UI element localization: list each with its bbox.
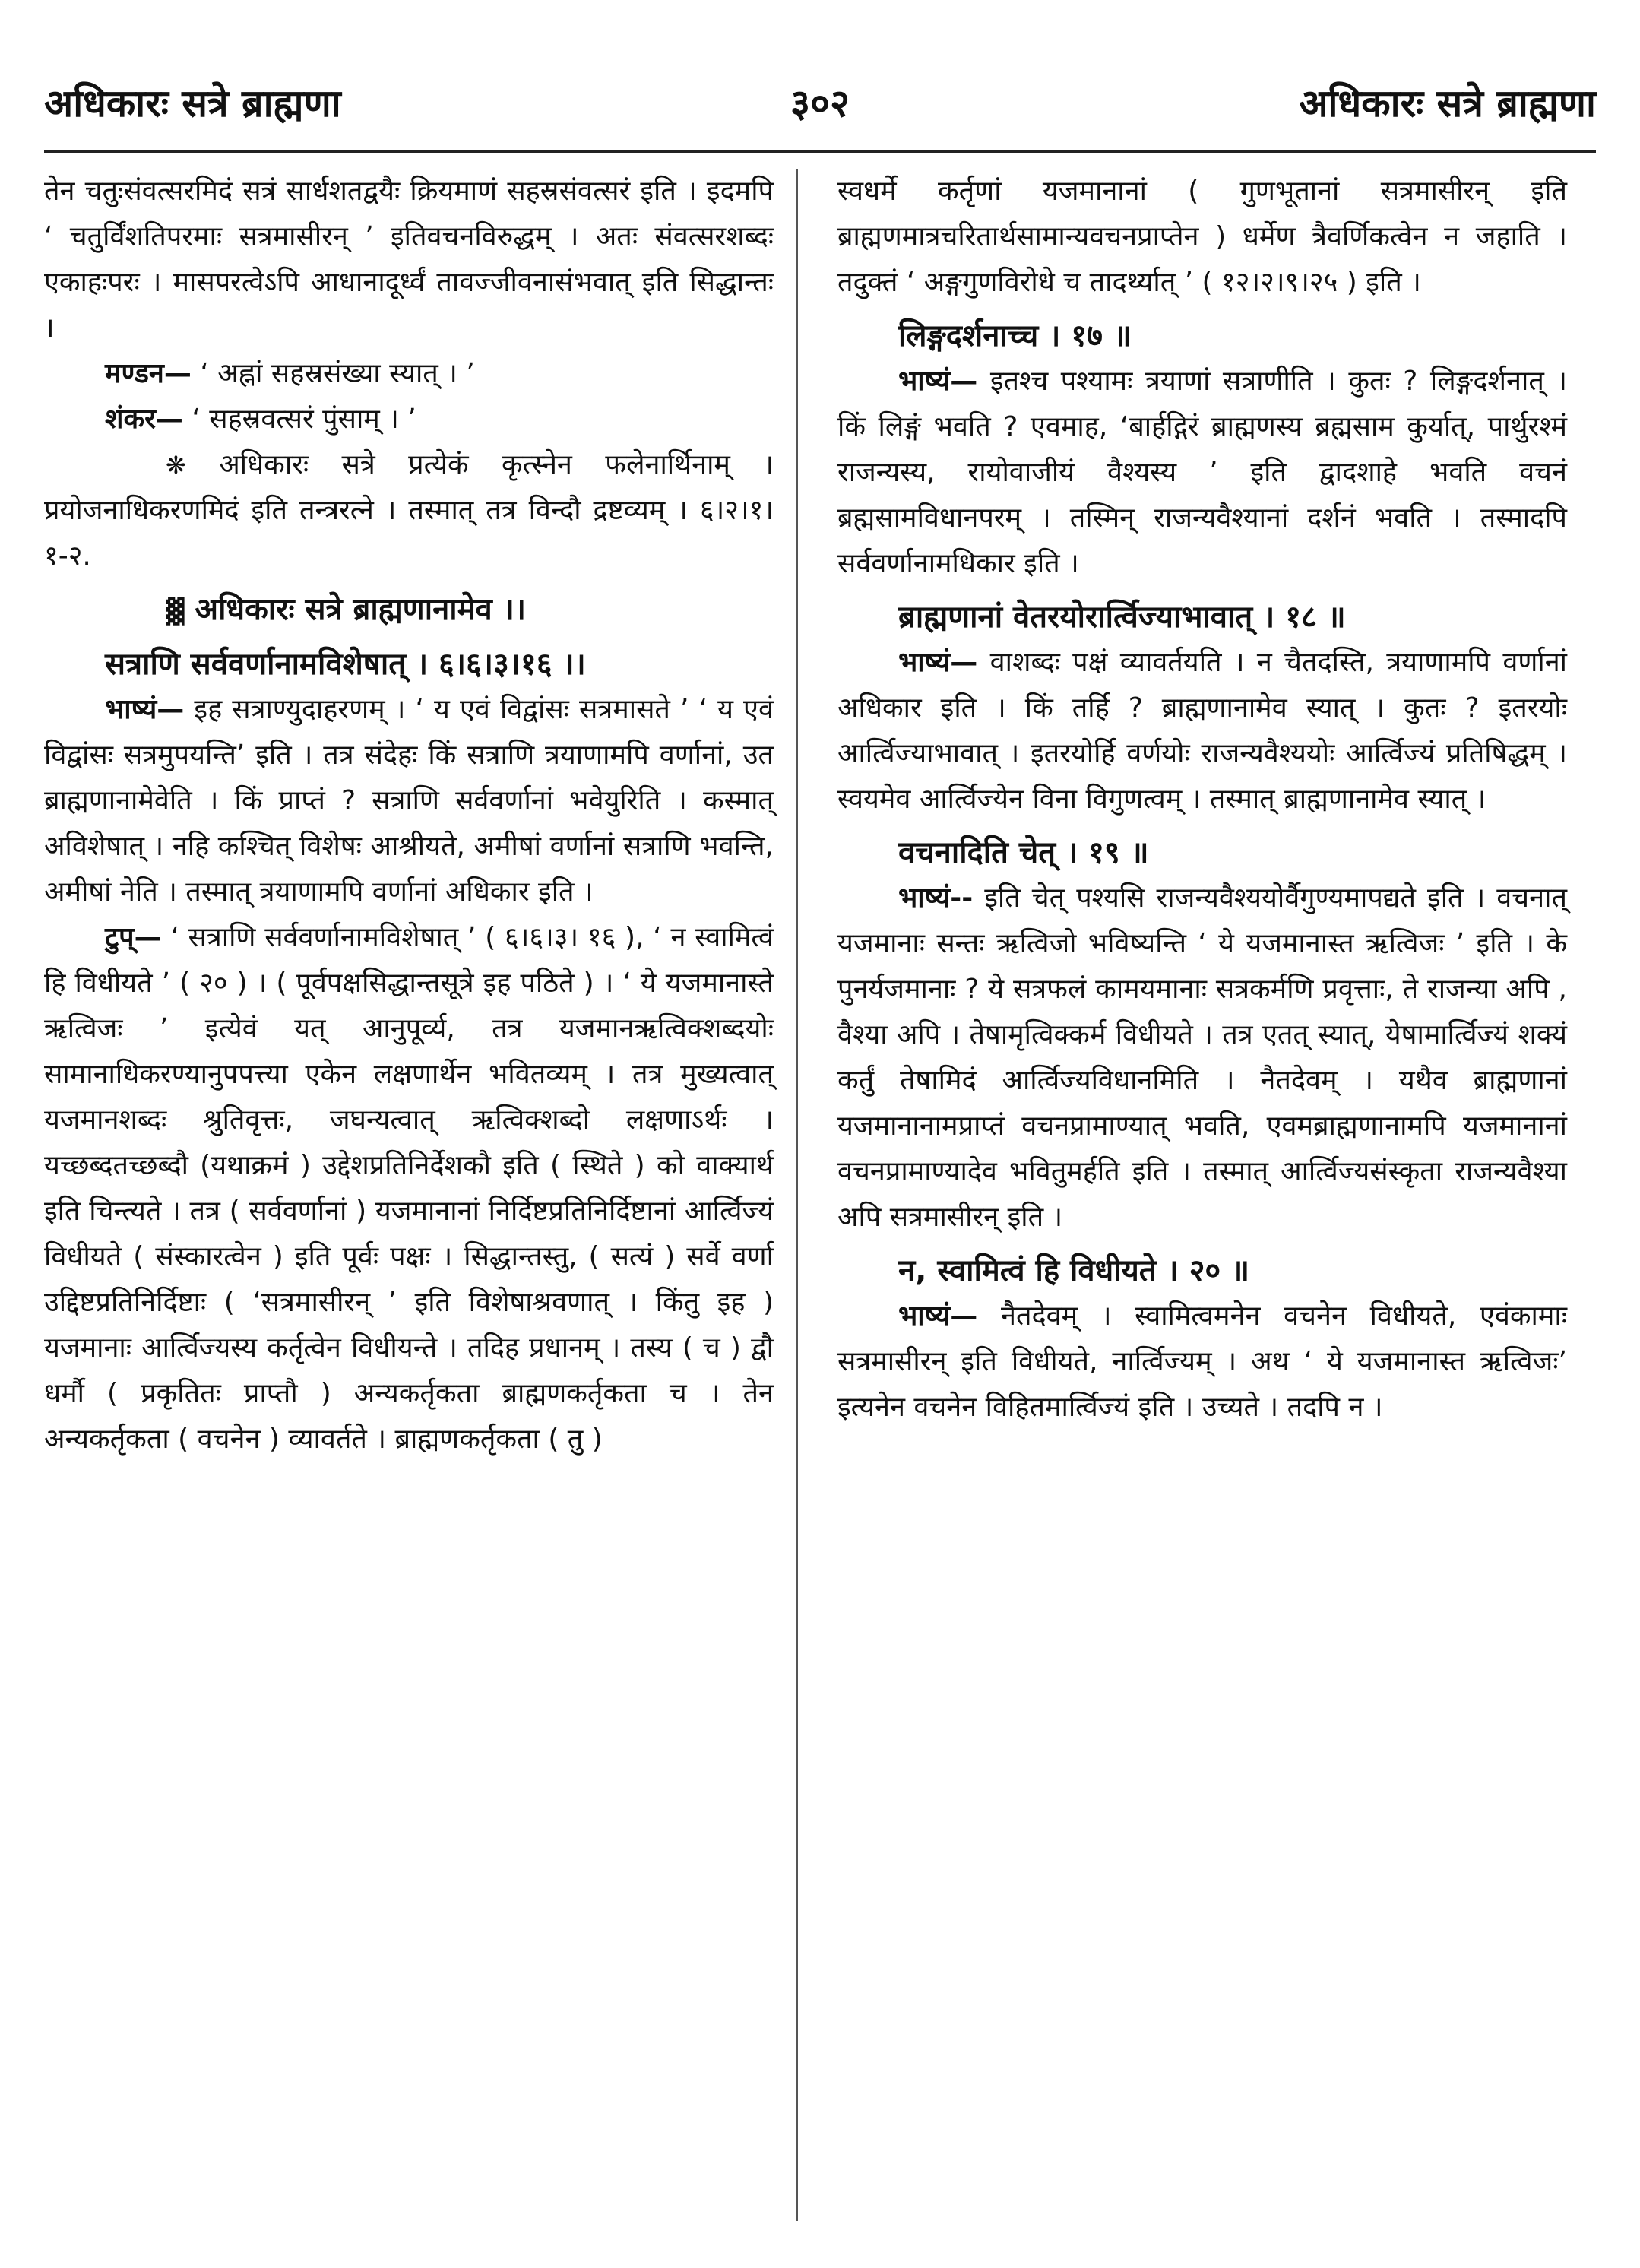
- shankar-quote: [44, 397, 774, 442]
- sutra-16: सत्राणि सर्ववर्णानामविशेषात् । ६।६।३।१६ ।।: [105, 647, 586, 682]
- page-number: ३०२: [790, 81, 850, 125]
- bhashya-17-label: भाष्यं—: [898, 366, 978, 397]
- shankar-text: ‘ सहस्रवत्सरं पुंसाम् । ’: [192, 404, 416, 435]
- bhashya-19-text: इति चेत् पश्यसि राजन्यवैश्ययोर्वैगुण्यमापद्यते इति । वचनात् यजमानाः सन्तः ऋत्विजो भविष्यन्ति ‘ ये यजमानास्त ऋत्विजः ’ इति । के पुनर्यजमानाः ? ये सत्रफलं कामयमानाः सत्रकर्मणि प्रवृत्ताः, ते राजन्या अपि , वैश्या अपि । तेषामृत्विक्कर्म विधीयते । तत्र एतत् स्यात्, येषामार्त्विज्यं शक्यं कर्तुं तेषामिदं आर्त्विज्यविधानमिति । नैतदेवम् । यथैव ब्राह्मणानां यजमानानामप्राप्तं वचनप्रामाण्यात् भवति, एवमब्राह्मणानामपि यजमानानां वचनप्रामाण्यादेव भवितुमर्हति इति । तस्मात् आर्त्विज्यसंस्कृता राजन्यवैश्या अपि सत्रमासीरन् इति ।: [837, 882, 1567, 1233]
- bhashya-19: [837, 876, 1567, 1240]
- bhashya-16: [44, 687, 774, 915]
- bhashya-20-text: नैतदेवम् । स्वामित्वमनेन वचनेन विधीयते, एवंकामाः सत्रमासीरन् इति विधीयते, नार्त्विज्यम् । अथ ‘ ये यजमानास्त ऋत्विजः’ इत्यनेन वचनेन विहितमार्त्विज्यं इति । उच्यते । तदपि न ।: [837, 1300, 1568, 1423]
- tup-commentary: [44, 915, 774, 1462]
- bhashya-20-label: भाष्यं—: [898, 1300, 978, 1332]
- asterisk-icon: ❋: [166, 451, 186, 480]
- tup-text: ‘ सत्राणि सर्ववर्णानामविशेषात् ’ ( ६।६।३। १६ ), ‘ न स्वामित्वं हि विधीयते ’ ( २० ) । ( पूर्वपक्षसिद्धान्तसूत्रे इह पठिते ) । ‘ ये यजमानास्ते ऋत्विजः ’ इत्येवं यत् आनुपूर्व्य, तत्र यजमानऋत्विक्शब्दयोः सामानाधिकरण्यानुपपत्त्या एकेन लक्षणार्थेन भवितव्यम् । तत्र मुख्यत्वात् यजमानशब्दः श्रुतिवृत्तः, जघन्यत्वात् ऋत्विक्शब्दो लक्षणाऽर्थः । यच्छब्दतच्छब्दौ (यथाक्रमं ) उद्देशप्रतिनिर्देशकौ इति ( स्थिते ) को वाक्यार्थ इति चिन्त्यते । तत्र ( सर्ववर्णानां ) यजमानानां निर्दिष्टप्रतिनिर्दिष्टानां आर्त्विज्यं विधीयते ( संस्कारत्वेन ) इति पूर्वः पक्षः । सिद्धान्तस्तु, ( सत्यं ) सर्वे वर्णा उद्दिष्टप्रतिनिर्दिष्टाः ( ‘सत्रमासीरन् ’ इति विशेषाश्रवणात् । किंतु इह ) यजमानाः आर्त्विज्यस्य कर्तृत्वेन विधीयन्ते । तदिह प्रधानम् । तस्य ( च ) द्वौ धर्मौ ( प्रकृतितः प्राप्तौ ) अन्यकर्तृकता ब्राह्मणकर्तृकता च । तेन अन्यकर्तृकता ( वचनेन ) व्यावर्तते । ब्राह्मणकर्तृकता ( तु ): [44, 922, 774, 1455]
- shankar-label: शंकर—: [105, 404, 183, 435]
- running-header: [44, 76, 1596, 129]
- section-mark-icon: ▓: [166, 597, 185, 626]
- left-paragraph-1: तेन चतुःसंवत्सरमिदं सत्रं सार्धशतद्वयैः क्रियमाणं सहस्रसंवत्सरं इति । इदमपि ‘ चतुर्विंशतिपरमाः सत्रमासीरन् ’ इतिवचनविरुद्धम् । अतः संवत्सरशब्दः एकाहःपरः । मासपरत्वेऽपि आधानादूर्ध्वं तावज्जीवनासंभवात् इति सिद्धान्तः ।: [44, 176, 774, 344]
- right-paragraph-1: स्वधर्मे कर्तृणां यजमानानां ( गुणभूतानां सत्रमासीरन् इति ब्राह्मणमात्रचरितार्थसामान्यवचनप्राप्तेन ) धर्मेण त्रैवर्णिकत्वेन न जहाति । तदुक्तं ‘ अङ्गगुणविरोधे च तादर्थ्यात् ’ ( १२।२।९।२५ ) इति ।: [837, 176, 1567, 298]
- column-divider: [796, 169, 798, 2221]
- header-rule: [44, 150, 1596, 153]
- bhashya-17-text: इतश्च पश्यामः त्रयाणां सत्राणीति । कुतः ? लिङ्गदर्शनात् । किं लिङ्गं भवति ? एवमाह, ‘बार्हद्गिरं ब्राह्मणस्य ब्रह्मसाम कुर्यात्, पार्थुरश्मं राजन्यस्य, रायोवाजीयं वैश्यस्य ’ इति द्वादशाहे भवति वचनं ब्रह्मसामविधानपरम् । तस्मिन् राजन्यवैश्यानां दर्शनं भवति । तस्मादपि सर्ववर्णानामधिकार इति ।: [837, 366, 1567, 579]
- right-column: [837, 169, 1567, 1430]
- left-column: [44, 169, 774, 1462]
- mandan-quote: [44, 351, 774, 397]
- bhashya-16-text: इह सत्राण्युदाहरणम् । ‘ य एवं विद्वांसः सत्रमासते ’ ‘ य एवं विद्वांसः सत्रमुपयन्ति’ इति । तत्र संदेहः किं सत्राणि त्रयाणामपि वर्णानां, उत ब्राह्मणानामेवेति । किं प्राप्तं ? सत्राणि सर्ववर्णानां भवेयुरिति । कस्मात् अविशेषात् । नहि कश्चित् विशेषः आश्रीयते, अमीषां वर्णानां सत्राणि भवन्ति, अमीषां नेति । तस्मात् त्रयाणामपि वर्णानां अधिकार इति ।: [44, 694, 774, 908]
- adhikarana-heading: [44, 587, 774, 634]
- mandan-label: मण्डन—: [105, 358, 192, 389]
- sutra-20: न, स्वामित्वं हि विधीयते । २० ॥: [898, 1253, 1250, 1288]
- mandan-text: ‘ अह्नां सहस्रसंख्या स्यात् । ’: [200, 358, 475, 389]
- left-paragraph-2: [44, 442, 774, 579]
- header-left-title: अधिकारः सत्रे ब्राह्मणा: [44, 81, 341, 125]
- sutra-18: ब्राह्मणानां वेतरयोरार्त्विज्याभावात् । १८ ॥: [898, 600, 1346, 635]
- bhashya-label: भाष्यं—: [105, 694, 185, 725]
- adhikarana-heading-text: अधिकारः सत्रे ब्राह्मणानामेव ।।: [195, 592, 527, 627]
- sutra-19: वचनादिति चेत् । १९ ॥: [898, 835, 1149, 870]
- header-right-title: अधिकारः सत्रे ब्राह्मणा: [1299, 81, 1596, 125]
- bhashya-17: [837, 359, 1567, 587]
- bhashya-19-label: भाष्यं--: [898, 882, 974, 914]
- bhashya-18: [837, 640, 1567, 822]
- bhashya-18-text: वाशब्दः पक्षं व्यावर्तयति । न चैतदस्ति, त्रयाणामपि वर्णानां अधिकार इति । किं तर्हि ? ब्राह्मणानामेव स्यात् । कुतः ? इतरयोः आर्त्विज्याभावात् । इतरयोर्हि वर्णयोः राजन्यवैश्ययोः आर्त्विज्यं प्रतिषिद्धम् । स्वयमेव आर्त्विज्येन विना विगुणत्वम् । तस्मात् ब्राह्मणानामेव स्यात् ।: [837, 647, 1567, 815]
- left-paragraph-2-text: अधिकारः सत्रे प्रत्येकं कृत्स्नेन फलेनार्थिनाम् । प्रयोजनाधिकरणमिदं इति तन्त्ररत्ने । तस्मात् तत्र विन्दौ द्रष्टव्यम् । ६।२।१।१-२.: [44, 449, 774, 572]
- tup-label: टुप्—: [105, 922, 162, 953]
- sutra-17: लिङ्गदर्शनाच्च । १७ ॥: [898, 318, 1132, 353]
- bhashya-20: [837, 1294, 1567, 1430]
- bhashya-18-label: भाष्यं—: [898, 647, 978, 678]
